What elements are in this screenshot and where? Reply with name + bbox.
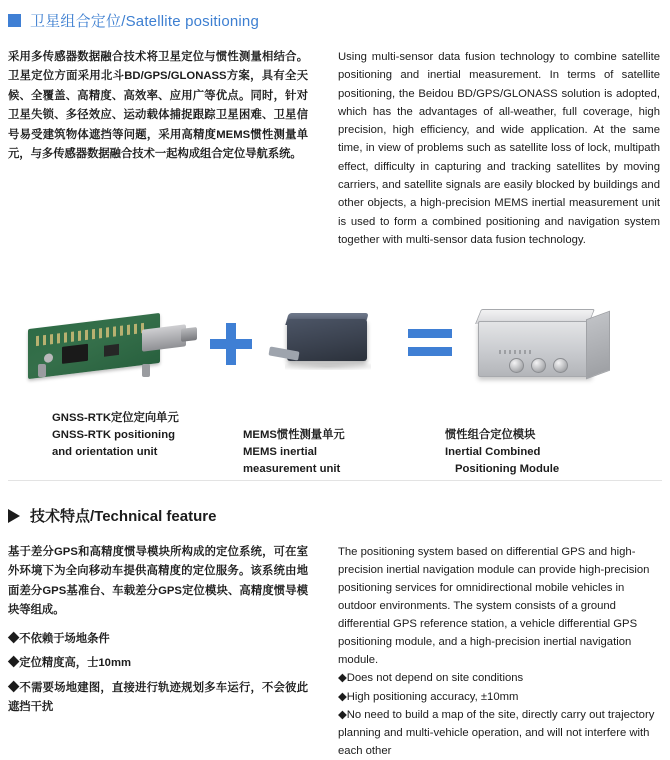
inertial-module-image xyxy=(468,301,628,395)
section-technical-feature-heading xyxy=(8,505,216,526)
satellite-positioning-text-en: Using multi-sensor data fusion technology to combine satellite positioning and inertial measurement. In terms of satellite positioning, the Beidou BD/GPS/GLONASS solution is adopted, which has the advantages of all-weather, full coverage, high precision, high efficiency, and wide application. At the same time, in view of problems such as satellite loss of lock, multipath effect, difficulty in capturing and tracking satellites by moving carriers, and satellite signals are easily blocked by buildings and other objects, a high-precision MEMS inertial measurement unit is used to form a combined positioning and navigation system together with multi-sensor data fusion technology. xyxy=(338,51,660,246)
triangle-bullet-icon xyxy=(8,509,20,523)
module-port-1 xyxy=(509,358,524,373)
imu-shadow xyxy=(285,363,371,370)
section-satellite-positioning-heading xyxy=(8,10,259,31)
caption-en-line2: Positioning Module xyxy=(455,463,560,476)
bullet-item: ◆Does not depend on site conditions xyxy=(338,672,524,685)
pcb-board-shape xyxy=(28,313,160,379)
caption-en-line1: MEMS inertial xyxy=(243,446,318,459)
gnss-rtk-board-image xyxy=(22,305,204,387)
satellite-positioning-text-cn: 采用多传感器数据融合技术将卫星定位与惯性测量相结合。卫星定位方面采用北斗BD/GPS/GLONASS方案，具有全天候、全覆盖、高精度、高效率、应用广等优点。同时，针对卫星失锁、多径效应、运动载体捕捉跟踪卫星困难、卫星信号易受建筑物体遮挡等问题，采用高精度MEMS惯性测量单元，与多传感器数据融合技术一起构成组合定位导航系统。 xyxy=(8,51,308,161)
bullet-item: ◆定位精度高，士10mm xyxy=(8,657,132,670)
module-port-2 xyxy=(531,358,546,373)
caption-inertial-module xyxy=(445,427,620,478)
connector-shape xyxy=(142,324,186,351)
module-side-face xyxy=(586,311,610,380)
equals-symbol-icon xyxy=(408,329,452,359)
module-body-shape xyxy=(478,321,592,377)
technical-feature-bullets-cn xyxy=(8,630,308,718)
bullet-item: ◆不依赖于场地条件 xyxy=(8,632,110,645)
section-divider xyxy=(8,480,662,481)
section-title: 技术特点/Technical feature xyxy=(30,508,217,525)
chip-shape-secondary xyxy=(104,344,119,357)
caption-en-line1: Inertial Combined xyxy=(445,446,541,459)
caption-cn: 惯性组合定位模块 xyxy=(445,429,536,441)
caption-en-line1: GNSS-RTK positioning xyxy=(52,429,175,442)
technical-feature-bullets-en xyxy=(338,669,660,759)
technical-feature-text-en: The positioning system based on differential GPS and high-precision inertial navigation module can provide high-precision positioning services for omnidirectional mobile vehicles in outdoor environments. The system consists of a ground differential GPS reference station, a vehicle differential GPS positioning module, and a high-precision inertial navigation module. xyxy=(338,546,650,667)
mems-imu-image xyxy=(265,303,395,391)
plus-symbol-icon xyxy=(210,323,252,365)
caption-en-line2: and orientation unit xyxy=(52,446,158,459)
caption-cn: MEMS惯性测量单元 xyxy=(243,429,345,441)
bullet-item: ◆不需要场地建图，直接进行轨迹规划多车运行，不会彼此遮挡干扰 xyxy=(8,681,308,713)
caption-cn: GNSS-RTK定位定向单元 xyxy=(52,412,179,424)
technical-feature-column-en xyxy=(338,543,660,760)
caption-gnss-rtk xyxy=(52,410,222,461)
capacitor-shape xyxy=(44,353,53,363)
module-vent-shape xyxy=(499,350,533,354)
bullet-item: ◆High positioning accuracy, ±10mm xyxy=(338,690,519,703)
bullet-item: ◆No need to build a map of the site, directly carry out trajectory planning and multi-vehicle operation, and will not interfere with each other xyxy=(338,708,655,757)
standoff-shape-right xyxy=(142,364,150,377)
section-title: 卫星组合定位/Satellite positioning xyxy=(30,13,260,30)
blue-square-icon xyxy=(8,14,21,27)
product-diagram xyxy=(0,295,670,475)
chip-shape xyxy=(62,344,88,364)
standoff-shape-left xyxy=(38,364,46,377)
caption-mems-imu xyxy=(243,427,403,478)
module-port-3 xyxy=(553,358,568,373)
caption-en-line2: measurement unit xyxy=(243,463,341,476)
technical-feature-text-cn: 基于差分GPS和高精度惯导模块所构成的定位系统，可在室外环境下为全向移动车提供高精度的定位服务。该系统由地面差分GPS基准台、车载差分GPS定位模块、高精度惯导模块等组成。 xyxy=(8,546,308,617)
technical-feature-column-cn xyxy=(8,543,308,722)
